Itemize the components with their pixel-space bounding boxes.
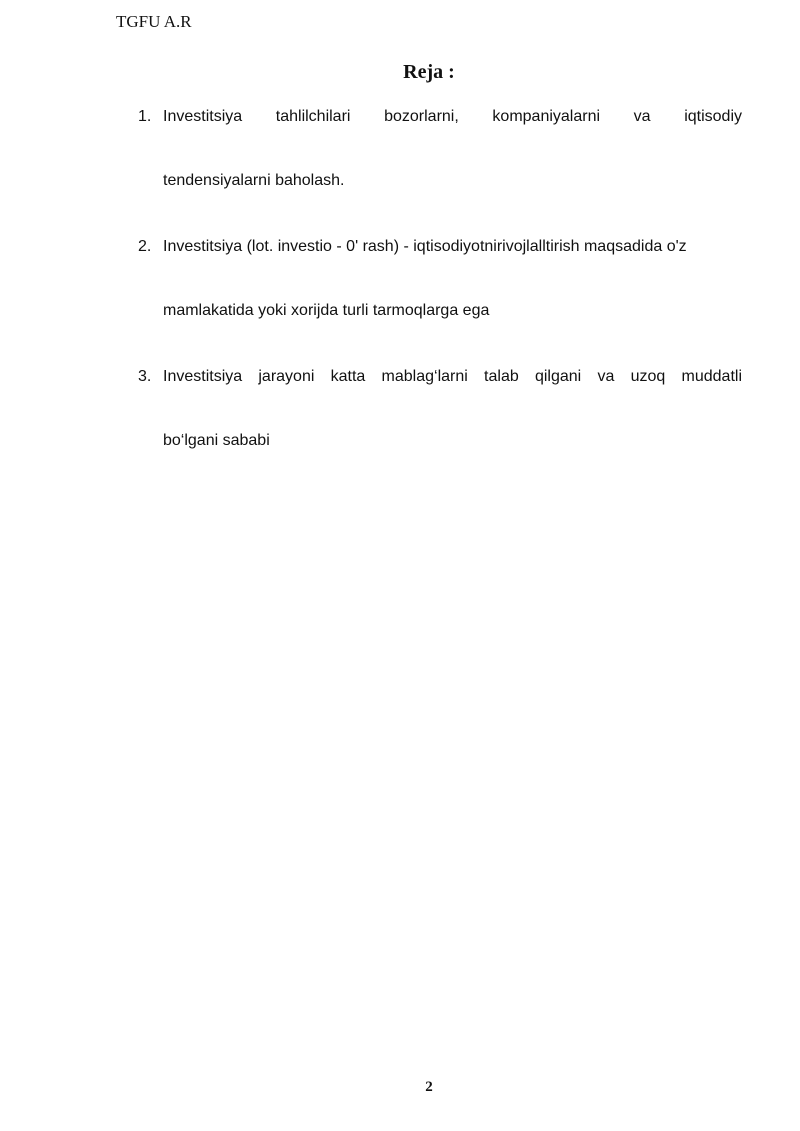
page-title: Reja : — [403, 61, 455, 83]
plan-item-number: 2. — [138, 238, 152, 255]
page-number: 2 — [425, 1079, 433, 1095]
plan-item-text-line: Investitsiya jarayoni katta mablag‘larni talab qilgani va uzoq muddatli — [163, 368, 742, 385]
plan-item-text-line: Investitsiya tahlilchilari bozorlarni, kompaniyalarni va iqtisodiy — [163, 108, 742, 125]
page-header: TGFU A.R — [116, 12, 192, 31]
plan-item-text-line: bo‘lgani sababi — [163, 432, 270, 449]
plan-item-number: 1. — [138, 108, 152, 125]
plan-item-number: 3. — [138, 368, 152, 385]
plan-item-text-line: Investitsiya (lot. investio - 0' rash) - iqtisodiyotnirivojlalltirish maqsadida o'z — [163, 238, 687, 255]
plan-item-text-line: tendensiyalarni baholash. — [163, 172, 345, 189]
plan-item-text-line: mamlakatida yoki xorijda turli tarmoqlarga ega — [163, 302, 490, 319]
